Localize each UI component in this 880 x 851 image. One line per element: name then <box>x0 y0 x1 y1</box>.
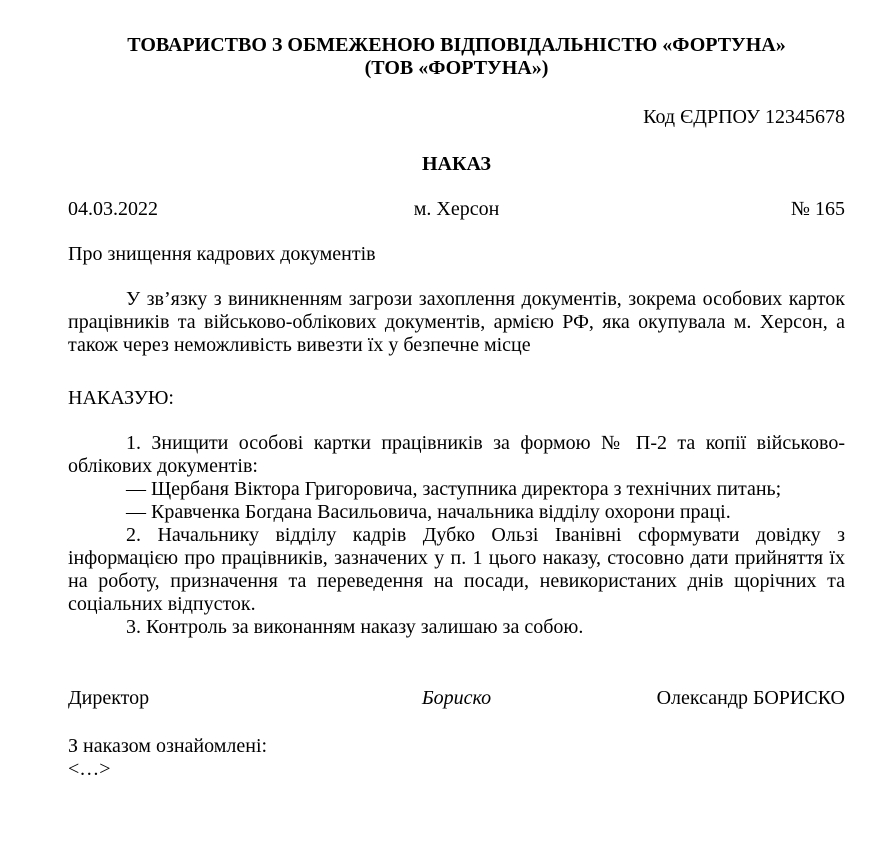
order-item-1: 1. Знищити особові картки працівників за формою № П-2 та копії військово-облікових документів: <box>68 432 845 477</box>
preamble-paragraph: У зв’язку з виникненням загрози захоплення документів, зокрема особових карток працівників та військово-облікових документів, армією РФ, яка окупувала м. Херсон, а також через неможливість вивезти їх у безпечне місце <box>68 288 845 356</box>
order-city: м. Херсон <box>413 198 500 220</box>
order-meta-row <box>68 198 845 221</box>
signature-row <box>68 687 845 710</box>
company-header <box>68 34 845 80</box>
acknowledgement-line: З наказом ознайомлені: <box>68 735 268 757</box>
order-item-2: 2. Начальнику відділу кадрів Дубко Ользі Іванівні сформувати довідку з інформацією про працівників, зазначених у п. 1 цього наказу, стосовно дати прийняття їх на роботу, призначення та переведення на посади, невикористаних днів щорічних та соціальних відпусток. <box>68 524 845 615</box>
order-item-1-subitem-1: — Щербаня Віктора Григоровича, заступника директора з технічних питань; <box>126 478 782 500</box>
signature-autograph: Бориско <box>421 687 492 709</box>
order-items <box>68 432 845 639</box>
order-item-3: 3. Контроль за виконанням наказу залишаю за собою. <box>126 616 584 638</box>
signature-position: Директор <box>68 687 150 709</box>
acknowledgement-placeholder: <…> <box>68 758 111 780</box>
subject-line: Про знищення кадрових документів <box>68 243 376 265</box>
order-date: 04.03.2022 <box>68 198 158 220</box>
order-word: НАКАЗУЮ: <box>68 387 174 409</box>
document-title: НАКАЗ <box>421 153 491 175</box>
edrpou-code: Код ЄДРПОУ 12345678 <box>643 106 845 128</box>
order-number: № 165 <box>790 198 845 220</box>
company-short-name: (ТОВ «ФОРТУНА») <box>364 57 549 79</box>
company-name: ТОВАРИСТВО З ОБМЕЖЕНОЮ ВІДПОВІДАЛЬНІСТЮ «ФОРТУНА» <box>127 34 786 56</box>
order-item-1-subitem-2: — Кравченка Богдана Васильовича, начальника відділу охорони праці. <box>126 501 731 523</box>
signature-fullname: Олександр БОРИСКО <box>656 687 845 709</box>
